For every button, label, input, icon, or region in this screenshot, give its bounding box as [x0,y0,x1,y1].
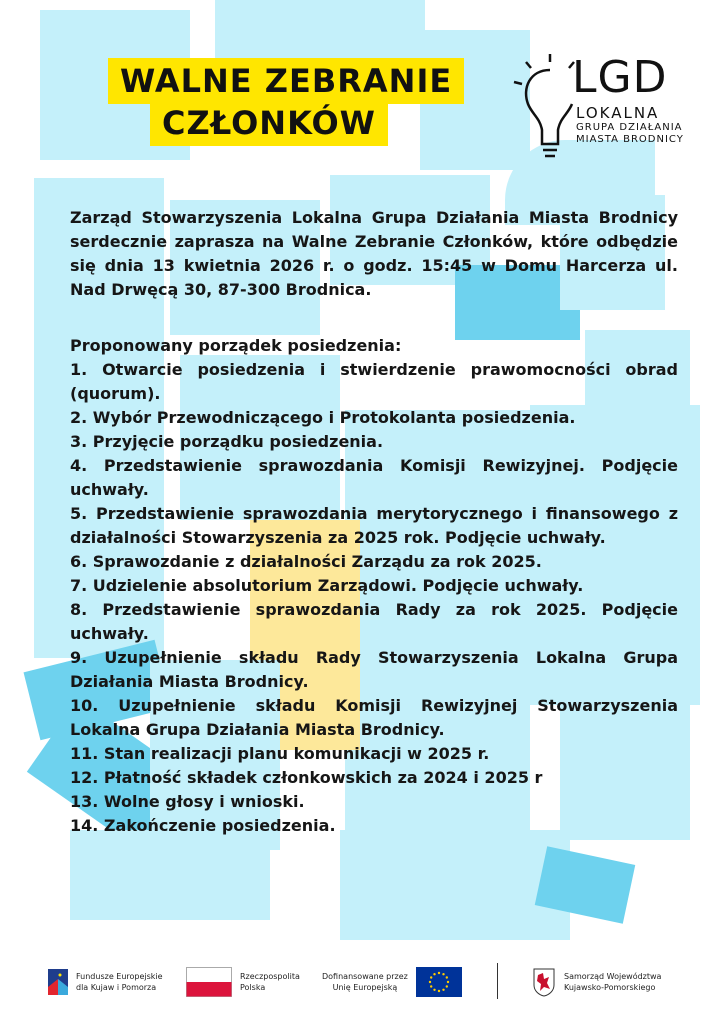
fe-line-1: Fundusze Europejskie [76,972,163,981]
agenda-list [70,358,678,838]
agenda-item: 9. Uzupełnienie składu Rady Stowarzyszenia Lokalna Grupa Działania Miasta Brodnicy. [70,648,678,691]
lgd-logo [512,52,692,167]
rp-logo [186,967,300,997]
agenda-item: 2. Wybór Przewodniczącego i Protokolanta posiedzenia. [70,408,576,427]
rp-line-2: Polska [240,983,266,992]
logo-line-3: MIASTA BRODNICY [576,134,684,145]
agenda-item: 1. Otwarcie posiedzenia i stwierdzenie prawomocności obrad (quorum). [70,360,678,403]
agenda-item: 8. Przedstawienie sprawozdania Rady za rok 2025. Podjęcie uchwały. [70,600,678,643]
intro-paragraph: Zarząd Stowarzyszenia Lokalna Grupa Działania Miasta Brodnicy serdecznie zaprasza na Walne Zebranie Członków, które odbędzie się dnia 13 kwietnia 2026 r. o godz. 15:45 w Domu Harcerza ul. Nad Drwęcą 30, 87-300 Brodnica. [70,208,678,299]
polish-flag-icon [186,967,232,997]
footer-logos [0,955,724,1024]
fe-logo [46,967,163,997]
rp-line-1: Rzeczpospolita [240,972,300,981]
agenda-item: 3. Przyjęcie porządku posiedzenia. [70,432,384,451]
agenda-item: 11. Stan realizacji planu komunikacji w 2025 r. [70,744,490,763]
eu-flag-icon [416,967,462,997]
agenda-item: 14. Zakończenie posiedzenia. [70,816,336,835]
agenda-title: Proponowany porządek posiedzenia: [70,336,402,355]
agenda-item: 13. Wolne głosy i wnioski. [70,792,305,811]
logo-line-2: GRUPA DZIAŁANIA [576,122,683,133]
bg-shape [70,830,270,920]
bg-shape [340,830,570,940]
griffin-crest-icon [532,967,556,997]
sw-line-1: Samorząd Województwa [564,972,662,981]
agenda-item: 6. Sprawozdanie z działalności Zarządu za rok 2025. [70,552,542,571]
logo-abbr: LGD [572,52,668,103]
eu-line-2: Unię Europejską [332,983,398,992]
eu-logo [322,967,462,997]
agenda-item: 5. Przedstawienie sprawozdania merytorycznego i finansowego z działalności Stowarzyszenia za 2025 rok. Podjęcie uchwały. [70,504,678,547]
invitation-content [70,206,678,838]
title-line-1: WALNE ZEBRANIE [108,58,464,104]
eu-line-1: Dofinansowane przez [322,972,408,981]
agenda-item: 10. Uzupełnienie składu Komisji Rewizyjnej Stowarzyszenia Lokalna Grupa Działania Miasta Brodnicy. [70,696,678,739]
fe-flag-icon [46,967,70,997]
footer-separator [497,963,498,999]
agenda-item: 7. Udzielenie absolutorium Zarządowi. Podjęcie uchwały. [70,576,584,595]
sw-logo [532,967,661,997]
logo-line-1: LOKALNA [576,104,660,122]
fe-line-2: dla Kujaw i Pomorza [76,983,157,992]
sw-line-2: Kujawsko-Pomorskiego [564,983,656,992]
agenda-item: 4. Przedstawienie sprawozdania Komisji Rewizyjnej. Podjęcie uchwały. [70,456,678,499]
title-line-2: CZŁONKÓW [150,100,388,146]
agenda-item: 12. Płatność składek członkowskich za 2024 i 2025 r [70,768,543,787]
